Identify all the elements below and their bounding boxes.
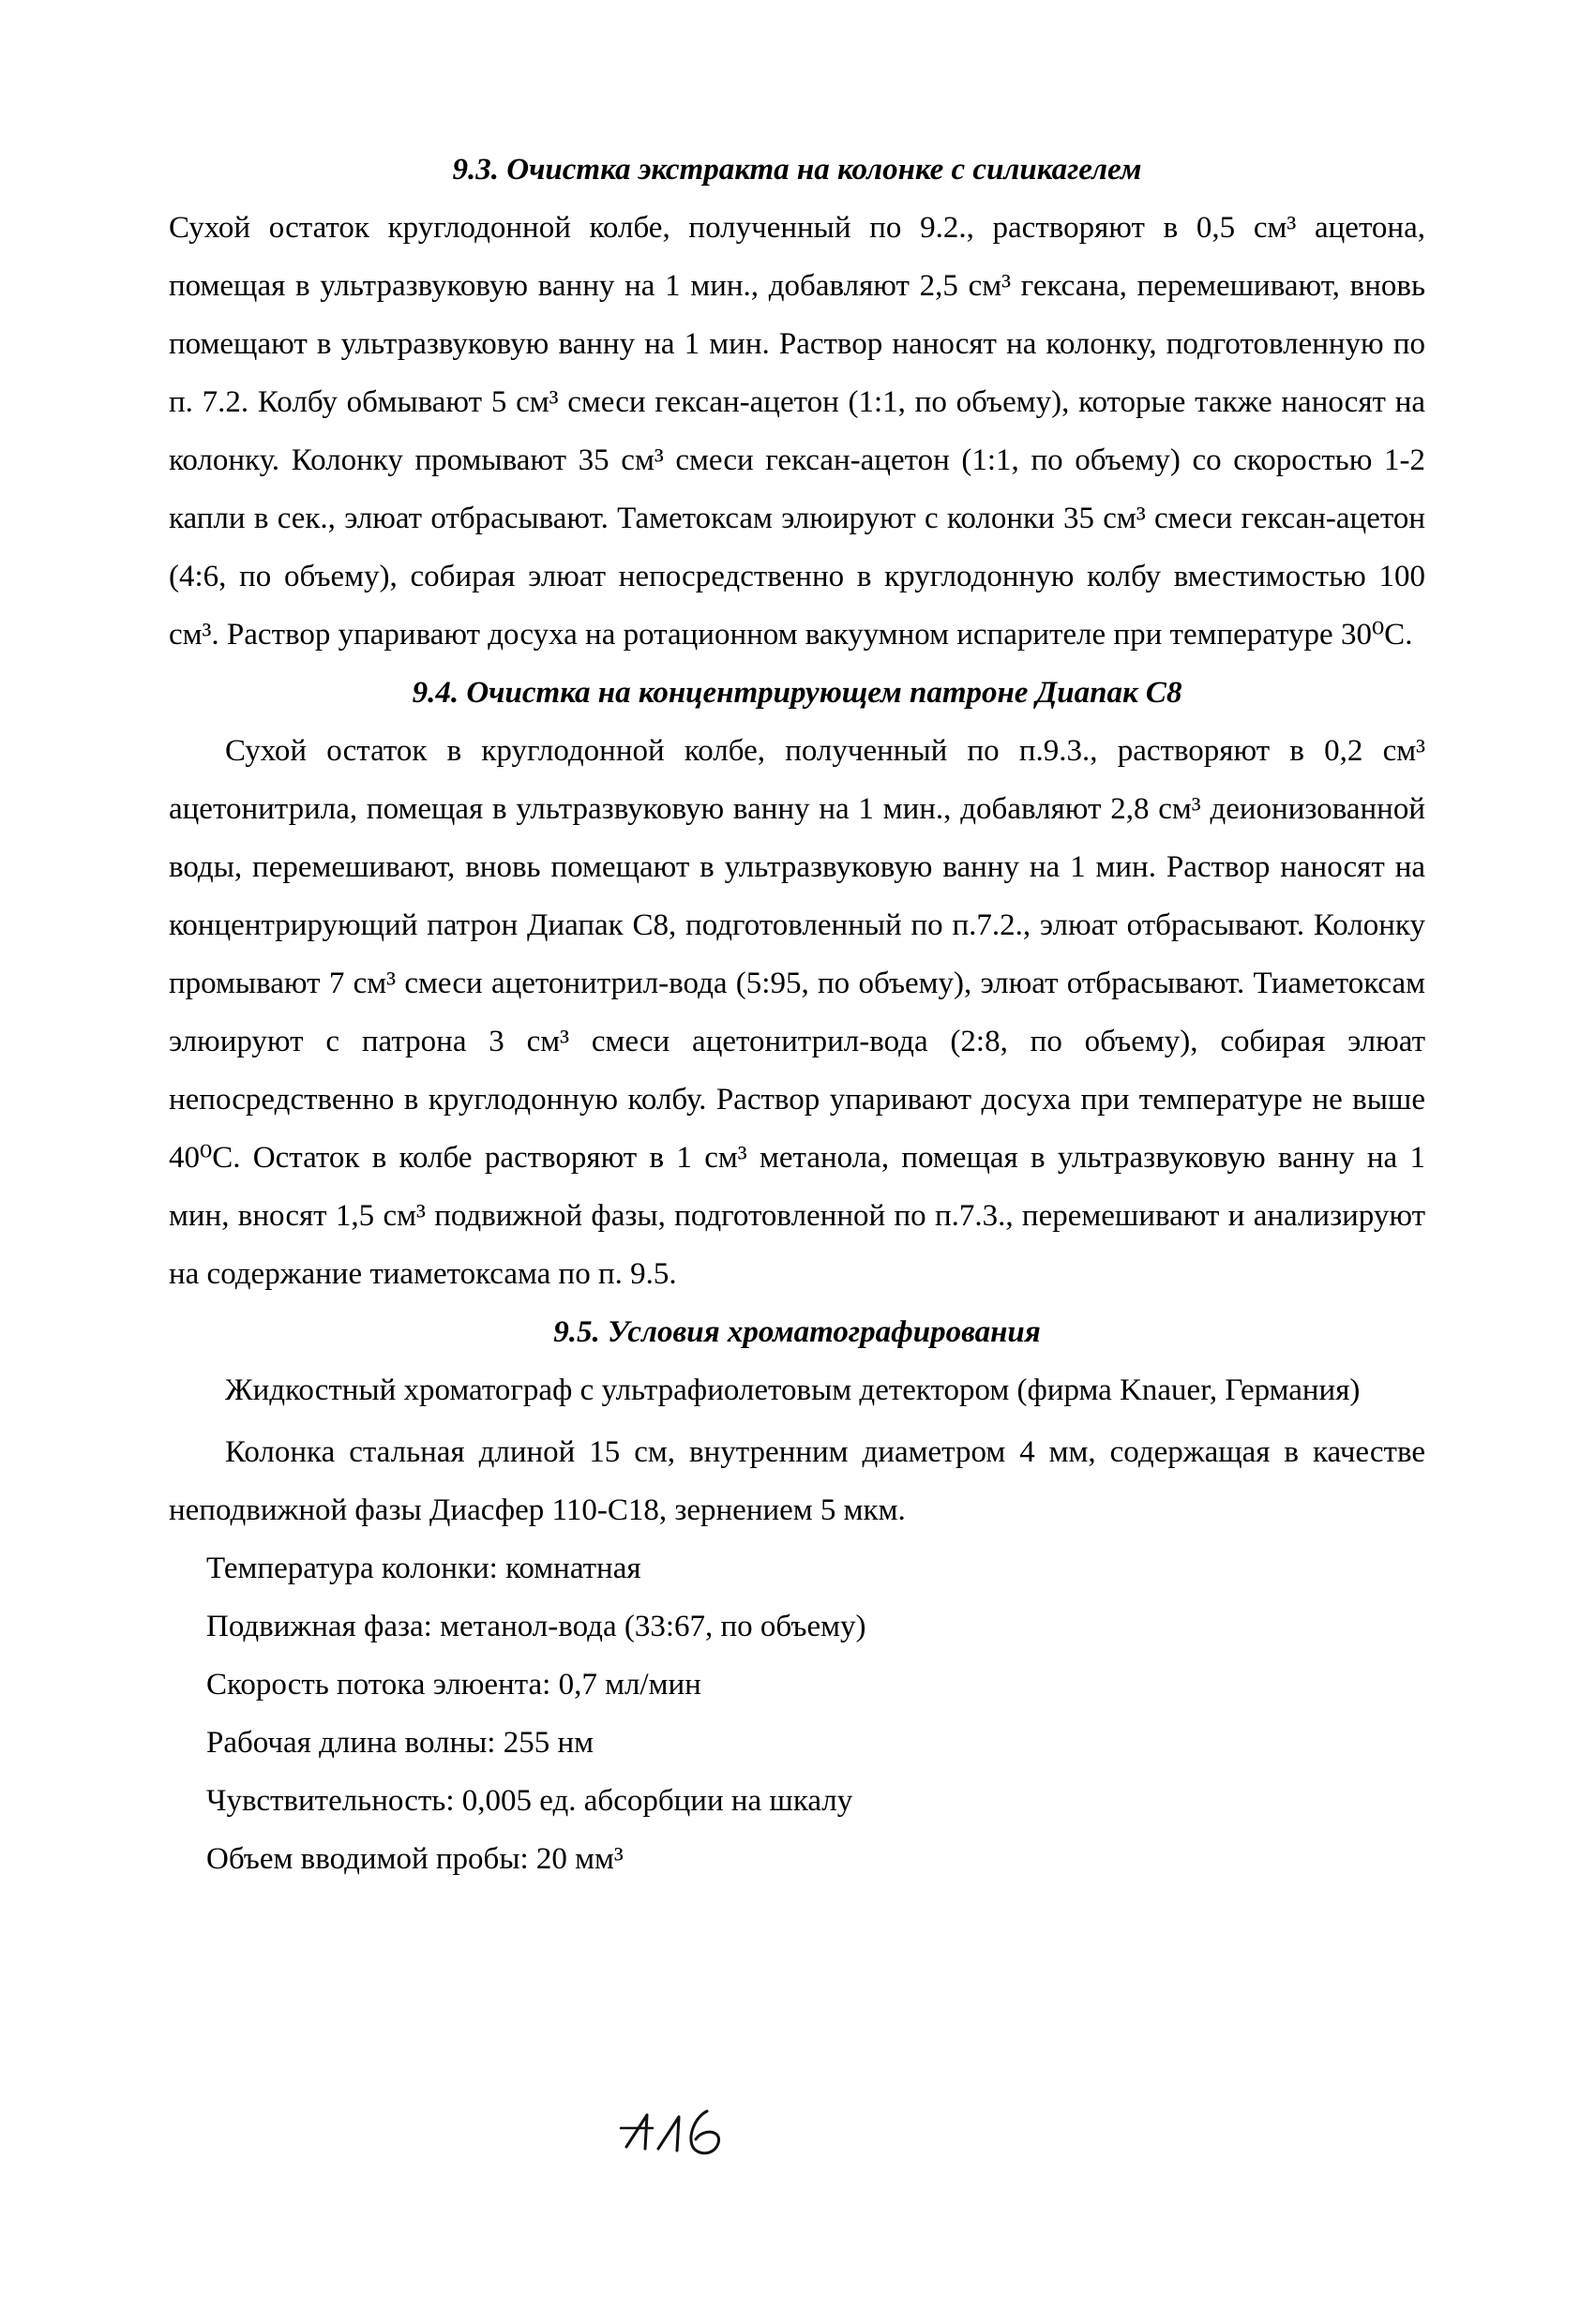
list-item: Рабочая длина волны: 255 нм <box>206 1726 594 1760</box>
list-item: Скорость потока элюента: 0,7 мл/мин <box>206 1668 701 1702</box>
section-9-4-heading: 9.4. Очистка на концентрирующем патроне Диапак С8 <box>412 676 1182 710</box>
section-9-4-paragraph: Сухой остаток в круглодонной колбе, полученный по п.9.3., растворяют в 0,2 см³ ацетонитрила, помещая в ультразвуковую ванну на 1 мин., добавляют 2,8 см³ деионизованной воды, перемешивают, вновь помещают в ультразвуковую ванну на 1 мин. Раствор наносят на концентрирующий патрон Диапак С8, подготовленный по п.7.2., элюат отбрасывают. Колонку промывают 7 см³ смеси ацетонитрил-вода (5:95, по объему), элюат отбрасывают. Тиаметоксам элюируют с патрона 3 см³ смеси ацетонитрил-вода (2:8, по объему), собирая элюат непосредственно в круглодонную колбу. Раствор упаривают досуха при температуре не выше 40⁰С. Остаток в колбе растворяют в 1 см³ метанола, помещая в ультразвуковую ванну на 1 мин, вносят 1,5 см³ подвижной фазы, подготовленной по п.7.3., перемешивают и анализируют на содержание тиаметоксама по п. 9.5. <box>169 734 1425 1291</box>
handwritten-page-number <box>609 2100 760 2166</box>
section-9-3-paragraph: Сухой остаток круглодонной колбе, полученный по 9.2., растворяют в 0,5 см³ ацетона, помещая в ультразвуковую ванну на 1 мин., добавляют 2,5 см³ гексана, перемешивают, вновь помещают в ультразвуковую ванну на 1 мин. Раствор наносят на колонку, подготовленную по п. 7.2. Колбу обмывают 5 см³ смеси гексан-ацетон (1:1, по объему), которые также наносят на колонку. Колонку промывают 35 см³ смеси гексан-ацетон (1:1, по объему) со скоростью 1-2 капли в сек., элюат отбрасывают. Таметоксам элюируют с колонки 35 см³ смеси гексан-ацетон (4:6, по объему), собирая элюат непосредственно в круглодонную колбу вместимостью 100 см³. Раствор упаривают досуха на ротационном вакуумном испарителе при температуре 30⁰С. <box>169 211 1425 652</box>
list-item: Чувствительность: 0,005 ед. абсорбции на шкалу <box>206 1784 853 1818</box>
section-9-5-heading: 9.5. Условия хроматографирования <box>553 1315 1041 1349</box>
conditions-list <box>169 1539 1425 1888</box>
list-item: Объем вводимой пробы: 20 мм³ <box>206 1842 624 1876</box>
page-number-signature <box>609 2100 760 2166</box>
document-body <box>169 141 1425 1888</box>
section-9-3-heading: 9.3. Очистка экстракта на колонке с силикагелем <box>452 153 1142 187</box>
list-item: Температура колонки: комнатная <box>206 1552 641 1585</box>
section-9-5-paragraph-column: Колонка стальная длиной 15 см, внутренним диаметром 4 мм, содержащая в качестве неподвижной фазы Диасфер 110-С18, зернением 5 мкм. <box>169 1435 1425 1527</box>
list-item: Подвижная фаза: метанол-вода (33:67, по объему) <box>206 1610 866 1643</box>
section-9-5-paragraph-detector: Жидкостный хроматограф с ультрафиолетовым детектором (фирма Knauer, Германия) <box>225 1373 1361 1407</box>
